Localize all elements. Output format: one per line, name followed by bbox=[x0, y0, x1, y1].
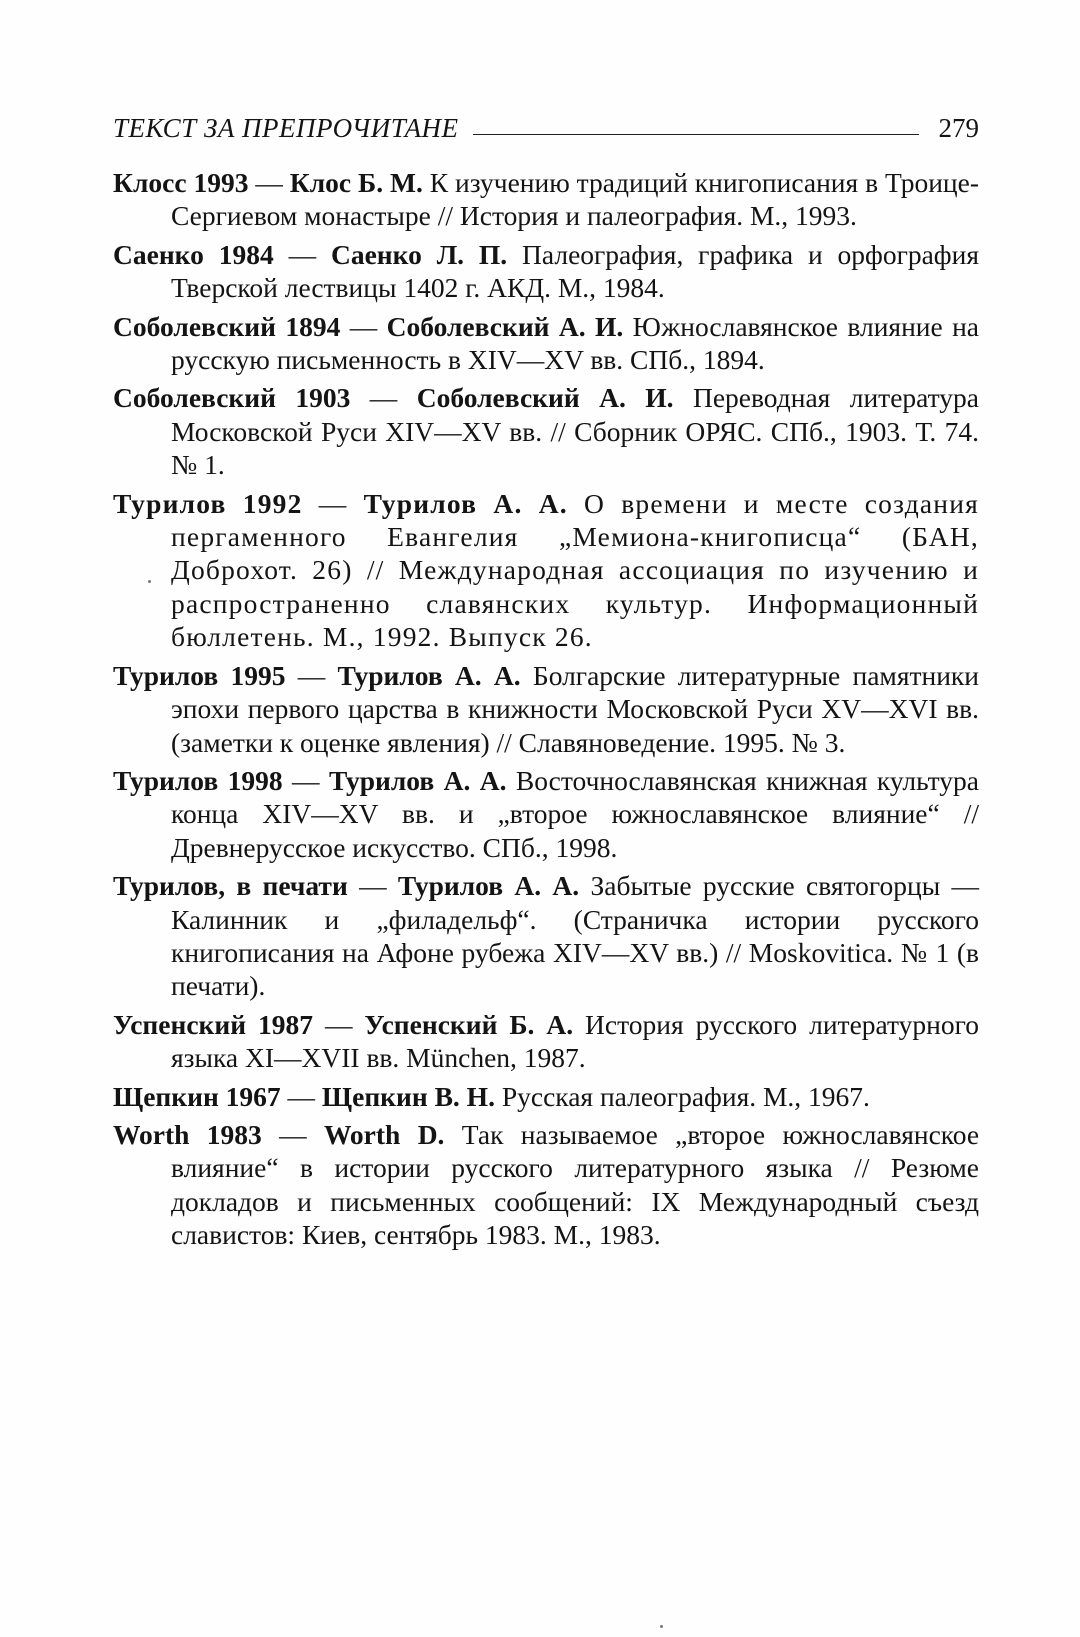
bibliography-entry bbox=[113, 310, 979, 377]
running-header bbox=[113, 108, 979, 148]
bibliography-entry bbox=[113, 869, 979, 1003]
entry-key: Щепкин 1967 bbox=[113, 1080, 281, 1112]
entry-separator: — bbox=[302, 487, 364, 519]
entry-key: Саенко 1984 bbox=[113, 238, 274, 270]
entry-key: Турилов 1998 bbox=[113, 764, 283, 796]
entry-key: Турилов 1995 bbox=[113, 659, 286, 691]
entry-author: Успенский Б. А. bbox=[364, 1008, 574, 1040]
print-speck bbox=[660, 1625, 663, 1628]
bibliography-entry bbox=[113, 1008, 979, 1075]
entry-key: Турилов 1992 bbox=[113, 487, 303, 519]
bibliography-entry bbox=[113, 659, 979, 759]
entry-key: Турилов, в печати bbox=[113, 870, 348, 902]
bibliography-entry bbox=[113, 487, 979, 654]
entry-author: Клос Б. М. bbox=[289, 167, 423, 198]
entry-key: Соболевский 1903 bbox=[113, 382, 351, 414]
entry-separator: — bbox=[347, 870, 398, 902]
entry-author: Турилов А. А. bbox=[363, 487, 568, 519]
entry-author: Саенко Л. П. bbox=[330, 238, 508, 270]
entry-separator: — bbox=[340, 310, 387, 342]
entry-text: Русская палеография. М., 1967. bbox=[494, 1080, 870, 1112]
entry-text: Восточнославянская книжная культура конца XIV—XV вв. и „второе южнославянское влияние“ // Древнерусское искусство. СПб., 1998. bbox=[171, 764, 979, 863]
entry-separator: — bbox=[285, 659, 338, 691]
bibliography-entry bbox=[113, 381, 979, 481]
entry-separator: — bbox=[248, 167, 290, 198]
entry-key: Worth 1983 bbox=[113, 1118, 262, 1150]
entry-key: Клосс 1993 bbox=[113, 167, 249, 198]
entry-text: Палеография, графика и орфография Тверской лествицы 1402 г. АКД. М., 1984. bbox=[171, 238, 979, 304]
entry-text: О времени и месте создания пергаменного Евангелия „Мемиона-книгописца“ (БАН, Доброхот. 26) // Международная ассоциация по изучению и распространенно славянских культур. Информационный бюллетень. М., 1992. Выпуск 26. bbox=[171, 487, 979, 653]
header-rule bbox=[473, 134, 919, 135]
entry-author: Щепкин В. Н. bbox=[321, 1080, 495, 1112]
entry-text: Болгарские литературные памятники эпохи первого царства в книжности Московской Руси XV—XVI вв. (заметки к оценке явления) // Славяноведение. 1995. № 3. bbox=[171, 659, 979, 758]
entry-author: Соболевский А. И. bbox=[386, 310, 624, 342]
entry-author: Турилов А. А. bbox=[328, 764, 507, 796]
entry-text: Южнославянское влияние на русскую письменность в XIV—XV вв. СПб., 1894. bbox=[171, 310, 980, 376]
entry-key: Успенский 1987 bbox=[113, 1008, 313, 1040]
entry-author: Worth D. bbox=[323, 1118, 445, 1150]
entry-separator: — bbox=[280, 1080, 322, 1112]
entry-separator: — bbox=[282, 764, 329, 796]
entry-key: Соболевский 1894 bbox=[113, 310, 341, 342]
bibliography-entry bbox=[113, 238, 979, 305]
entry-separator: — bbox=[350, 382, 417, 414]
entry-separator: — bbox=[261, 1118, 324, 1150]
bibliography-entry bbox=[113, 1080, 979, 1113]
entry-text: Забытые русские святогорцы — Калинник и „филадельф“. (Страничка истории русского книгописания на Афоне рубежа XIV—XV вв.) // Moskovitica. № 1 (в печати). bbox=[171, 870, 980, 1002]
bibliography-entry bbox=[113, 166, 979, 233]
print-speck bbox=[148, 580, 151, 583]
bibliography-entry bbox=[113, 1118, 979, 1252]
entry-separator: — bbox=[313, 1008, 365, 1040]
entry-author: Турилов А. А. bbox=[337, 659, 521, 691]
entry-separator: — bbox=[273, 238, 331, 270]
entry-author: Турилов А. А. bbox=[397, 870, 580, 902]
entry-text: К изучению традиций книгописания в Троице-Сергиевом монастыре // История и палеография. М., 1993. bbox=[171, 167, 980, 232]
bibliography-list bbox=[113, 166, 979, 1257]
entry-text: Так называемое „второе южнославянское влияние“ в истории русского литературного языка // Резюме докладов и письменных сообщений: IX Международный съезд славистов: Киев, сентябрь 1983. М., 1983. bbox=[171, 1118, 980, 1251]
entry-author: Соболевский А. И. bbox=[416, 382, 674, 414]
page-number: 279 bbox=[938, 113, 979, 143]
bibliography-entry bbox=[113, 764, 979, 864]
running-header-title: ТЕКСТ ЗА ПРЕПРОЧИТАНЕ bbox=[113, 108, 461, 148]
entry-text: Переводная литература Московской Руси XIV—XV вв. // Сборник ОРЯС. СПб., 1903. Т. 74. № 1. bbox=[171, 382, 980, 481]
entry-text: История русского литературного языка XI—XVII вв. München, 1987. bbox=[171, 1008, 979, 1074]
